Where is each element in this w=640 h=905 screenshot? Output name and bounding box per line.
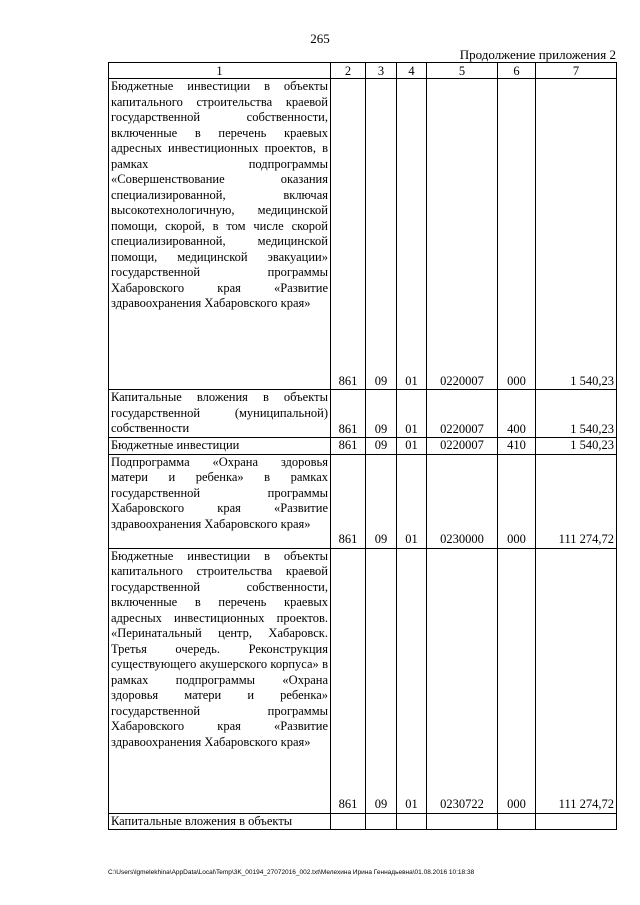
cell-col5 bbox=[427, 813, 498, 830]
cell-col7: 1 540,23 bbox=[536, 438, 617, 455]
cell-col4 bbox=[397, 813, 427, 830]
cell-col3: 09 bbox=[366, 548, 397, 813]
table-row bbox=[109, 548, 617, 813]
cell-col2 bbox=[331, 813, 366, 830]
table-row bbox=[109, 438, 617, 455]
cell-col7: 111 274,72 bbox=[536, 548, 617, 813]
row-description: Подпрограмма «Охрана здоровья матери и ребенка» в рамках государственной программы Хабаровского края «Развитие здравоохранения Хабаровского края» bbox=[109, 454, 331, 548]
cell-col7 bbox=[536, 813, 617, 830]
cell-col6: 000 bbox=[498, 79, 536, 390]
column-header: 6 bbox=[498, 63, 536, 79]
column-header: 5 bbox=[427, 63, 498, 79]
cell-col4: 01 bbox=[397, 548, 427, 813]
budget-table bbox=[108, 62, 617, 830]
cell-col5: 0230722 bbox=[427, 548, 498, 813]
cell-col3: 09 bbox=[366, 438, 397, 455]
table-header-row bbox=[109, 63, 617, 79]
cell-col7: 1 540,23 bbox=[536, 79, 617, 390]
table-row bbox=[109, 390, 617, 438]
cell-col4: 01 bbox=[397, 438, 427, 455]
cell-col7: 1 540,23 bbox=[536, 390, 617, 438]
cell-col3: 09 bbox=[366, 390, 397, 438]
cell-col5: 0220007 bbox=[427, 390, 498, 438]
column-header: 3 bbox=[366, 63, 397, 79]
cell-col5: 0220007 bbox=[427, 438, 498, 455]
table-row bbox=[109, 454, 617, 548]
cell-col3: 09 bbox=[366, 454, 397, 548]
cell-col4: 01 bbox=[397, 79, 427, 390]
column-header: 2 bbox=[331, 63, 366, 79]
cell-col2: 861 bbox=[331, 79, 366, 390]
cell-col4: 01 bbox=[397, 390, 427, 438]
cell-col2: 861 bbox=[331, 390, 366, 438]
column-header: 4 bbox=[397, 63, 427, 79]
row-description: Бюджетные инвестиции в объекты капитального строительства краевой государственной собственности, включенные в перечень краевых адресных инвестиционных проектов. «Перинатальный центр, Хабаровск. Третья очередь. Реконструкция существующего акушерского корпуса» в рамках подпрограммы «Охрана здоровья матери и ребенка» государственной программы Хабаровского края «Развитие здравоохранения Хабаровского края» bbox=[109, 548, 331, 813]
cell-col6: 000 bbox=[498, 454, 536, 548]
row-description: Бюджетные инвестиции в объекты капитального строительства краевой государственной собственности, включенные в перечень краевых адресных инвестиционных проектов, в рамках подпрограммы «Совершенствование оказания специализированной, включая высокотехнологичную, медицинской помощи, скорой, в том числе скорой специализированной, медицинской помощи, медицинской эвакуации» государственной программы Хабаровского края «Развитие здравоохранения Хабаровского края» bbox=[109, 79, 331, 390]
cell-col6: 400 bbox=[498, 390, 536, 438]
row-description: Бюджетные инвестиции bbox=[109, 438, 331, 455]
cell-col5: 0220007 bbox=[427, 79, 498, 390]
cell-col2: 861 bbox=[331, 454, 366, 548]
column-header: 1 bbox=[109, 63, 331, 79]
appendix-heading: Продолжение приложения 2 bbox=[459, 47, 616, 62]
file-path-footer: C:\Users\lgmelekhina\AppData\Local\Temp\3K_00194_27072016_002.txt\Мелехина Ирина Геннадьевна\01.08.2016 10:18:38 bbox=[108, 869, 475, 876]
cell-col2: 861 bbox=[331, 438, 366, 455]
cell-col4: 01 bbox=[397, 454, 427, 548]
cell-col3: 09 bbox=[366, 79, 397, 390]
row-description: Капитальные вложения в объекты государственной (муниципальной) собственности bbox=[109, 390, 331, 438]
cell-col7: 111 274,72 bbox=[536, 454, 617, 548]
table-row bbox=[109, 79, 617, 390]
row-description: Капитальные вложения в объекты bbox=[109, 813, 331, 830]
page-number: 265 bbox=[310, 31, 330, 46]
cell-col6 bbox=[498, 813, 536, 830]
table-row bbox=[109, 813, 617, 830]
cell-col2: 861 bbox=[331, 548, 366, 813]
column-header: 7 bbox=[536, 63, 617, 79]
cell-col6: 000 bbox=[498, 548, 536, 813]
cell-col6: 410 bbox=[498, 438, 536, 455]
cell-col5: 0230000 bbox=[427, 454, 498, 548]
cell-col3 bbox=[366, 813, 397, 830]
